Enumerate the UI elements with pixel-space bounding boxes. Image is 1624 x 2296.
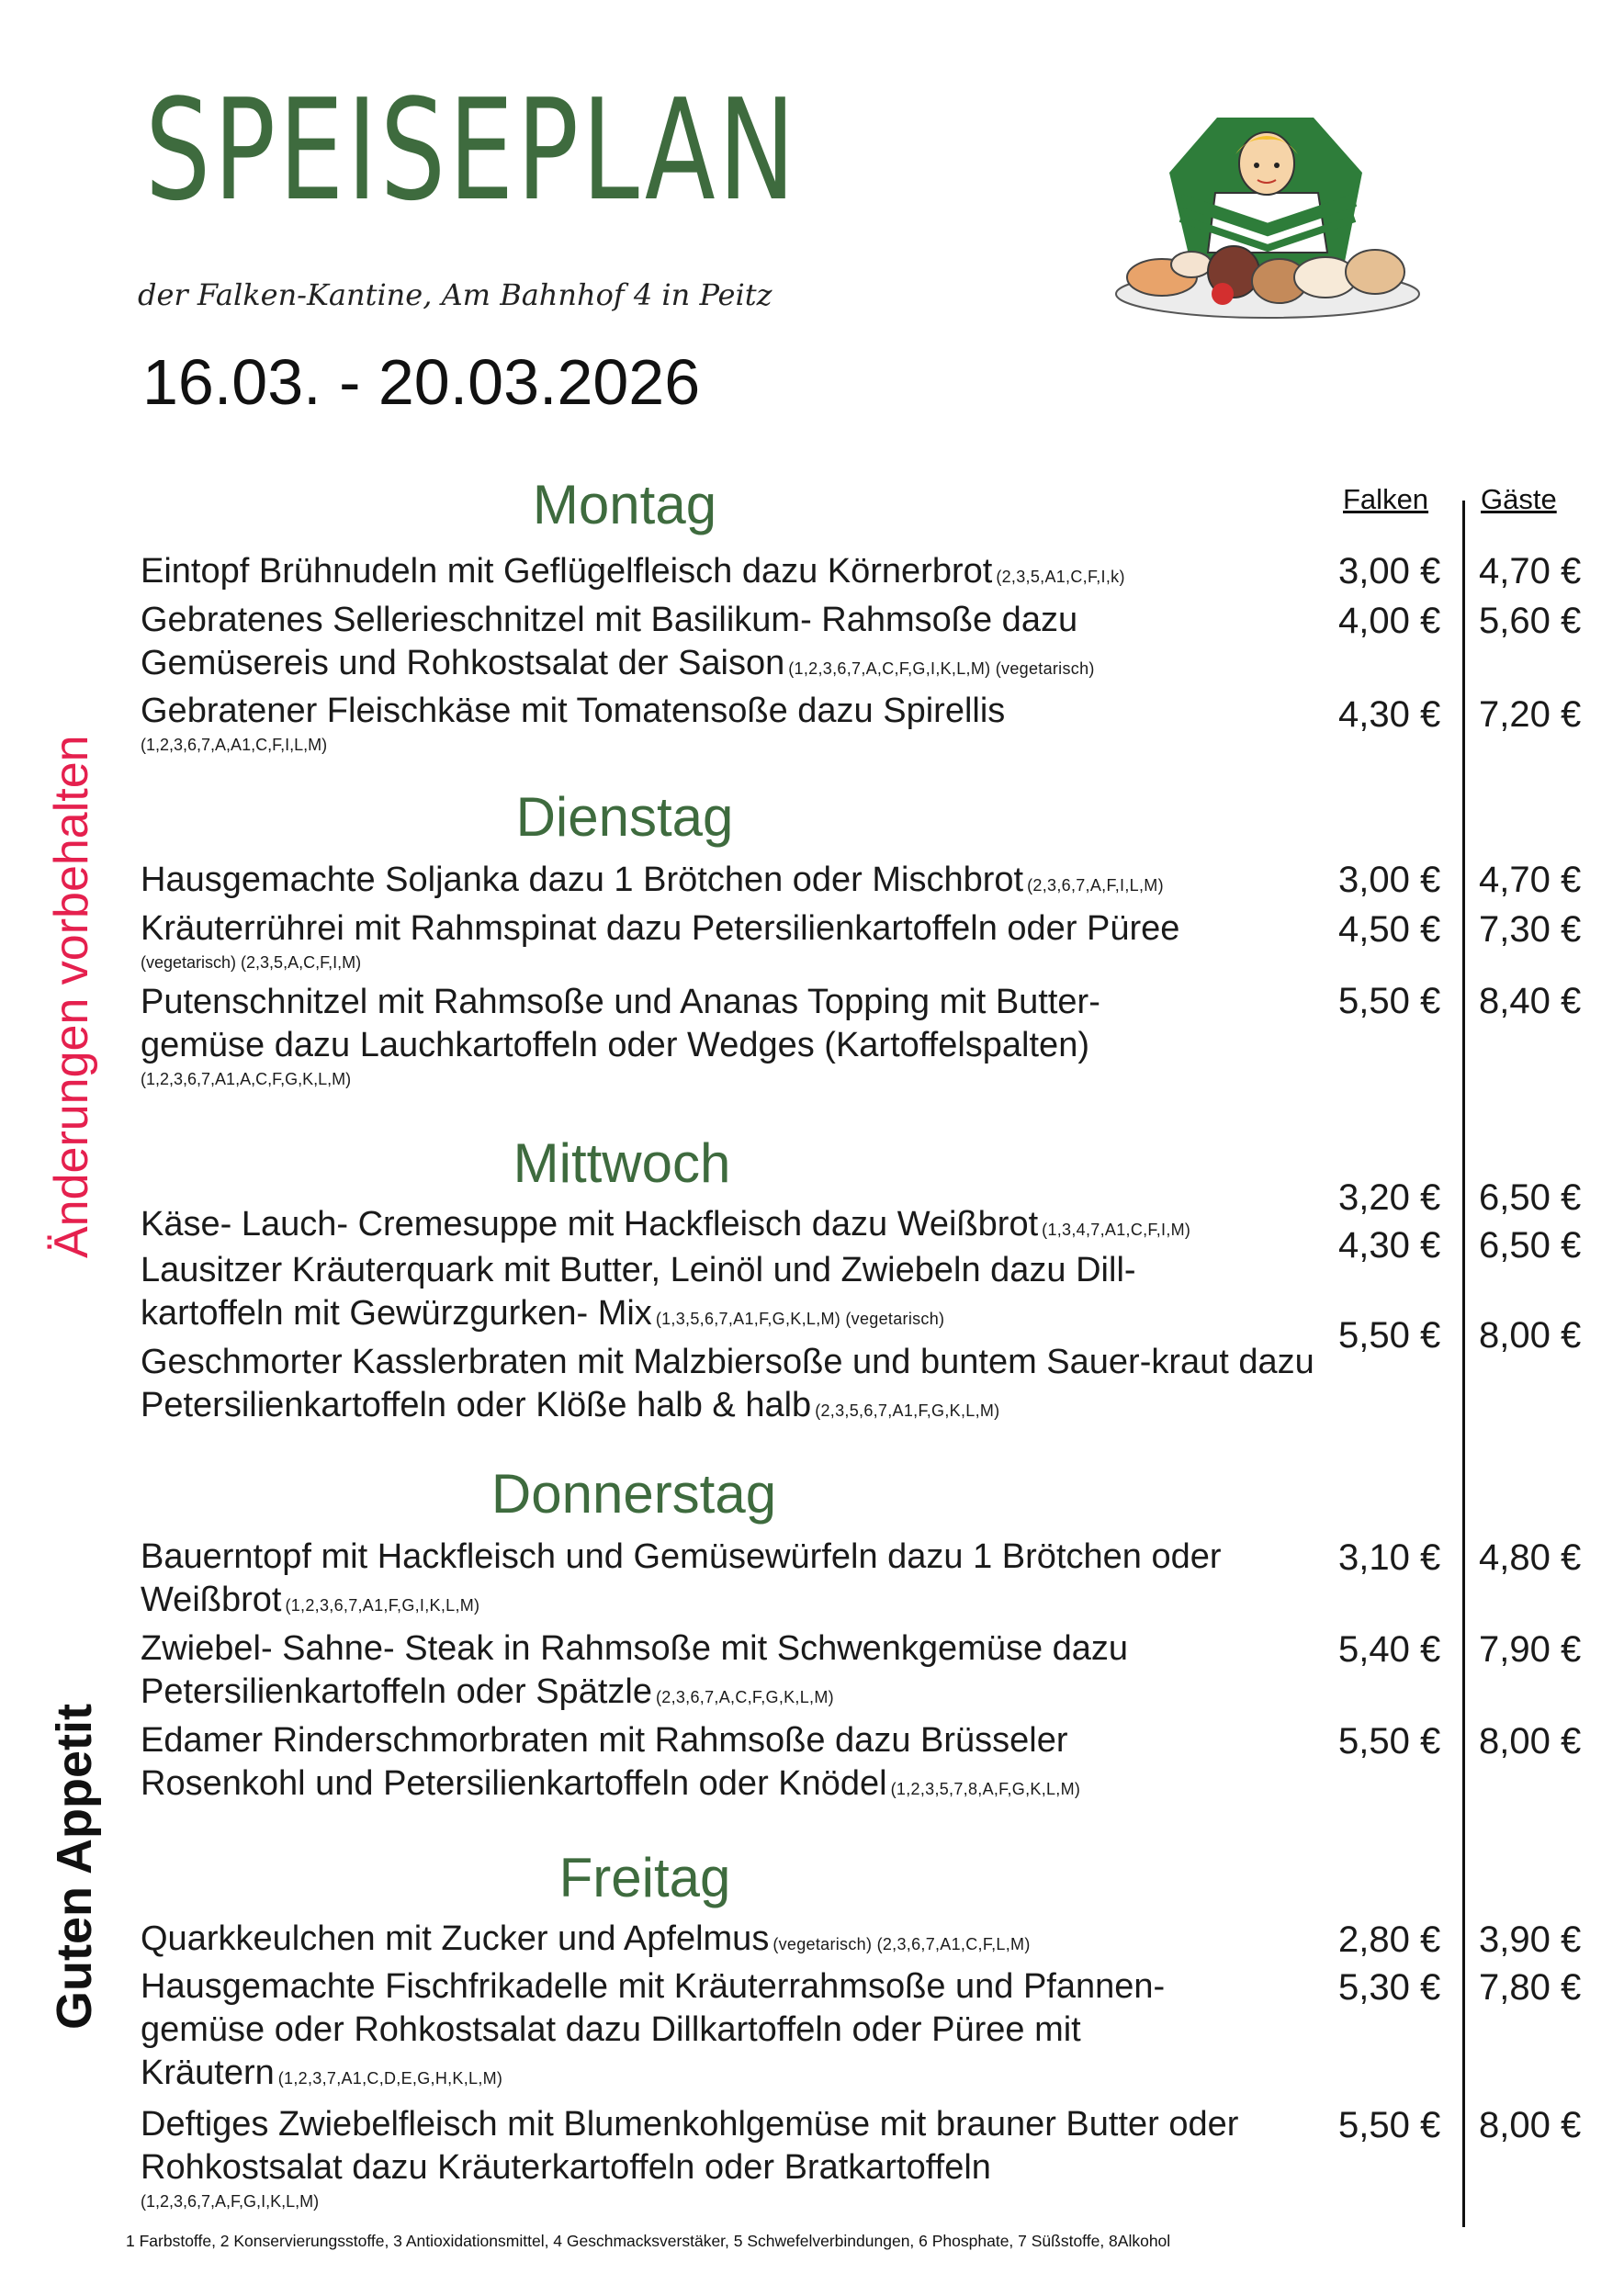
- price-gaeste: 4,70 €: [1479, 860, 1582, 900]
- dish-text: Kräuterrührei mit Rahmspinat dazu Petersilienkartoffeln oder Püree: [141, 909, 1180, 948]
- menu-item: [141, 550, 1335, 599]
- dish-text: Zwiebel- Sahne- Steak in Rahmsoße mit Schwenkgemüse dazu Petersilienkartoffeln oder Spätzle: [141, 1629, 1129, 1711]
- dish-text: Deftiges Zwiebelfleisch mit Blumenkohlgemüse mit brauner Butter oder Rohkostsalat dazu Kräuterkartoffeln oder Bratkartoffeln: [141, 2105, 1239, 2187]
- day-heading: Dienstag: [515, 786, 734, 848]
- side-note-greeting: Guten Appetit: [47, 1704, 102, 2030]
- price-falken: 5,30 €: [1338, 1967, 1441, 2008]
- date-range: 16.03. - 20.03.2026: [142, 346, 701, 418]
- column-header-gaeste: Gäste: [1481, 483, 1557, 515]
- allergen-codes: (1,2,3,6,7,A,F,G,I,K,L,M): [141, 2192, 320, 2211]
- day-heading: Freitag: [558, 1847, 731, 1908]
- day-heading: Montag: [532, 474, 717, 535]
- price-falken: 3,20 €: [1338, 1177, 1441, 1218]
- price-falken: 2,80 €: [1338, 1919, 1441, 1960]
- allergen-codes: (1,2,3,7,A1,C,D,E,G,H,K,L,M): [277, 2069, 503, 2088]
- price-gaeste: 6,50 €: [1479, 1177, 1582, 1218]
- price-gaeste: 5,60 €: [1479, 601, 1582, 641]
- price-falken: 5,40 €: [1338, 1629, 1441, 1670]
- dish-text: Käse- Lauch- Cremesuppe mit Hackfleisch dazu Weißbrot: [141, 1205, 1039, 1244]
- allergen-codes: (1,2,3,6,7,A,A1,C,F,I,L,M): [141, 736, 328, 754]
- price-gaeste: 6,50 €: [1479, 1225, 1582, 1266]
- price-falken: 4,50 €: [1338, 909, 1441, 950]
- price-falken: 3,10 €: [1338, 1537, 1441, 1578]
- price-gaeste: 7,30 €: [1479, 909, 1582, 950]
- menu-item: [141, 1341, 1325, 1433]
- price-gaeste: 8,00 €: [1479, 1721, 1582, 1761]
- allergen-codes: (vegetarisch) (2,3,5,A,C,F,I,M): [141, 953, 362, 972]
- price-falken: 5,50 €: [1338, 2105, 1441, 2145]
- menu-item: [141, 690, 1335, 757]
- dish-text: Geschmorter Kasslerbraten mit Malzbiersoße und buntem Sauer-kraut dazu Petersilienkartoffeln oder Klöße halb & halb: [141, 1343, 1314, 1424]
- price-gaeste: 8,00 €: [1479, 1315, 1582, 1356]
- price-falken: 4,30 €: [1338, 694, 1441, 735]
- column-header-falken: Falken: [1343, 483, 1429, 515]
- page-title: SPEISEPLAN: [145, 69, 799, 231]
- day-heading: Donnerstag: [491, 1463, 777, 1525]
- subtitle: der Falken-Kantine, Am Bahnhof 4 in Peitz: [138, 277, 773, 312]
- price-gaeste: 7,20 €: [1479, 694, 1582, 735]
- menu-item: [141, 1203, 1335, 1252]
- price-gaeste: 4,80 €: [1479, 1537, 1582, 1578]
- price-gaeste: 8,00 €: [1479, 2105, 1582, 2145]
- price-falken: 4,30 €: [1338, 1225, 1441, 1266]
- dish-text: Gebratener Fleischkäse mit Tomatensoße dazu Spirellis: [141, 692, 1006, 730]
- menu-item: [141, 907, 1335, 974]
- side-note-changes: Änderungen vorbehalten: [45, 735, 98, 1258]
- menu-item: [141, 1918, 1335, 1966]
- allergen-codes: (vegetarisch) (2,3,6,7,A1,C,F,L,M): [773, 1935, 1031, 1953]
- allergen-codes: (2,3,5,A1,C,F,I,k): [996, 568, 1125, 586]
- menu-item: [141, 1249, 1224, 1341]
- dish-text: Bauerntopf mit Hackfleisch und Gemüsewürfeln dazu 1 Brötchen oder Weißbrot: [141, 1537, 1222, 1619]
- menu-item: [141, 599, 1197, 691]
- price-gaeste: 7,80 €: [1479, 1967, 1582, 2008]
- menu-item: [141, 1719, 1224, 1811]
- price-falken: 4,00 €: [1338, 601, 1441, 641]
- dish-text: Putenschnitzel mit Rahmsoße und Ananas Topping mit Butter-gemüse dazu Lauchkartoffeln oder Wedges (Kartoffelspalten): [141, 983, 1100, 1064]
- menu-item: [141, 859, 1335, 907]
- menu-item: [141, 2103, 1280, 2213]
- price-falken: 3,00 €: [1338, 860, 1441, 900]
- menu-item: [141, 981, 1224, 1091]
- allergen-codes: (1,3,5,6,7,A1,F,G,K,L,M) (vegetarisch): [655, 1310, 945, 1328]
- allergen-legend: 1 Farbstoffe, 2 Konservierungsstoffe, 3 Antioxidationsmittel, 4 Geschmacksverstäker, 5 Schwefelverbindungen, 6 Phosphate, 7 Süßstoffe, 8Alkohol: [126, 2232, 1171, 2250]
- dish-text: Eintopf Brühnudeln mit Geflügelfleisch dazu Körnerbrot: [141, 552, 993, 591]
- dish-text: Hausgemachte Fischfrikadelle mit Kräuterrahmsoße und Pfannen-gemüse oder Rohkostsalat dazu Dillkartoffeln oder Püree mit Kräutern: [141, 1967, 1166, 2092]
- price-falken: 5,50 €: [1338, 981, 1441, 1021]
- price-gaeste: 8,40 €: [1479, 981, 1582, 1021]
- allergen-codes: (2,3,6,7,A,F,I,L,M): [1027, 876, 1164, 895]
- allergen-codes: (2,3,6,7,A,C,F,G,K,L,M): [655, 1688, 834, 1706]
- column-divider: [1462, 501, 1465, 2227]
- allergen-codes: (1,2,3,5,7,8,A,F,G,K,L,M): [890, 1780, 1081, 1798]
- allergen-codes: (2,3,5,6,7,A1,F,G,K,L,M): [815, 1401, 1000, 1420]
- allergen-codes: (1,2,3,6,7,A,C,F,G,I,K,L,M) (vegetarisch): [788, 659, 1095, 678]
- menu-item: [141, 1536, 1224, 1627]
- dish-text: Edamer Rinderschmorbraten mit Rahmsoße dazu Brüsseler Rosenkohl und Petersilienkartoffeln oder Knödel: [141, 1721, 1068, 1803]
- allergen-codes: (1,3,4,7,A1,C,F,I,M): [1042, 1221, 1191, 1239]
- kantine-logo: [1107, 101, 1428, 326]
- price-gaeste: 7,90 €: [1479, 1629, 1582, 1670]
- dish-text: Hausgemachte Soljanka dazu 1 Brötchen oder Mischbrot: [141, 861, 1024, 899]
- price-falken: 5,50 €: [1338, 1315, 1441, 1356]
- price-gaeste: 4,70 €: [1479, 551, 1582, 591]
- menu-item: [141, 1627, 1224, 1719]
- logo-figure: [1169, 118, 1362, 266]
- price-gaeste: 3,90 €: [1479, 1919, 1582, 1960]
- price-falken: 3,00 €: [1338, 551, 1441, 591]
- dish-text: Lausitzer Kräuterquark mit Butter, Leinöl und Zwiebeln dazu Dill-kartoffeln mit Gewürzgurken- Mix: [141, 1251, 1136, 1333]
- dish-text: Quarkkeulchen mit Zucker und Apfelmus: [141, 1919, 770, 1958]
- allergen-codes: (1,2,3,6,7,A1,A,C,F,G,K,L,M): [141, 1070, 352, 1088]
- dish-text: Gebratenes Sellerieschnitzel mit Basilikum- Rahmsoße dazu Gemüsereis und Rohkostsalat der Saison: [141, 601, 1078, 682]
- allergen-codes: (1,2,3,6,7,A1,F,G,I,K,L,M): [285, 1596, 480, 1615]
- menu-item: [141, 1965, 1280, 2100]
- day-heading: Mittwoch: [513, 1132, 731, 1194]
- price-falken: 5,50 €: [1338, 1721, 1441, 1761]
